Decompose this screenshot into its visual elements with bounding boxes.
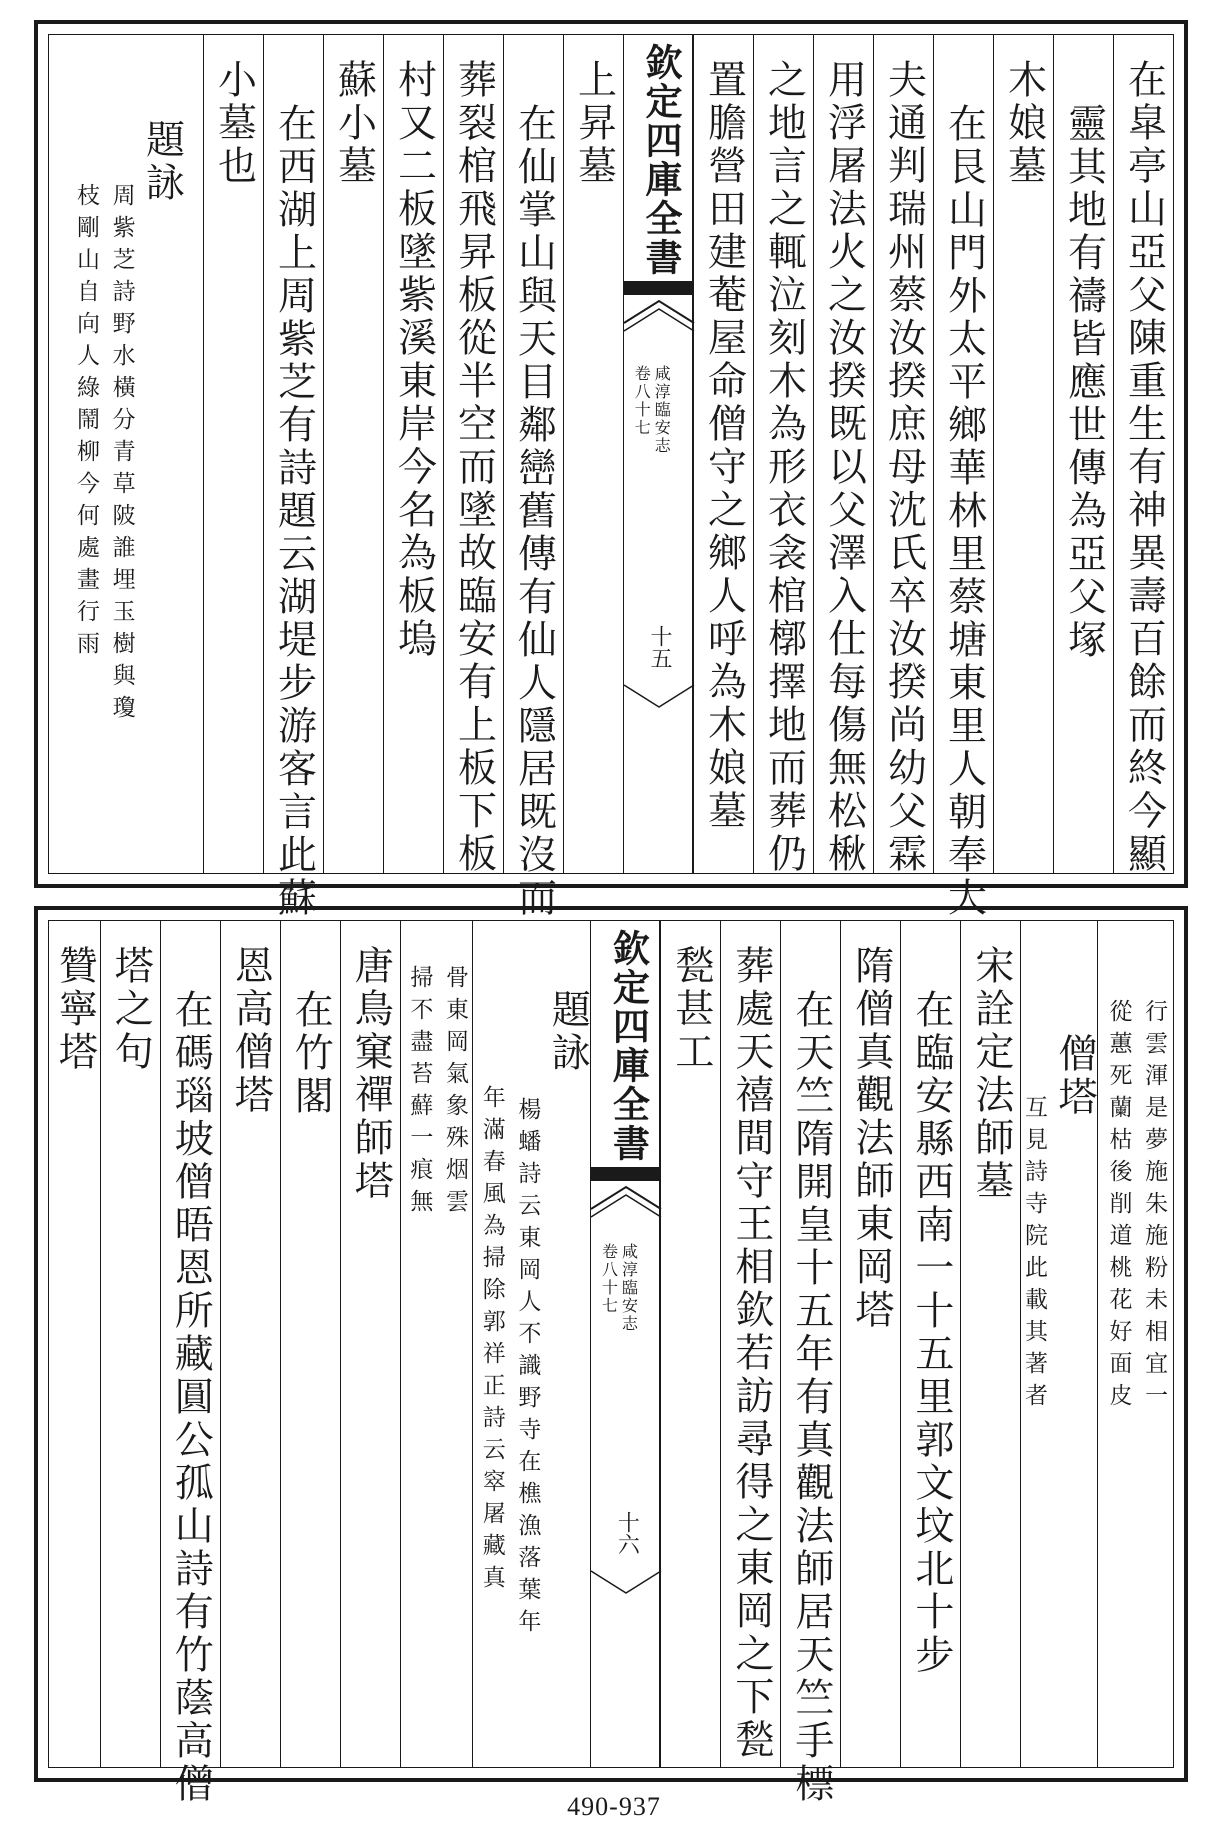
text-line: 在天竺隋開皇十五年有真觀法師居天竺手標 xyxy=(788,989,834,1806)
annotation-line: 行雲渾是夢施朱施粉未相宜一 xyxy=(1141,999,1168,1415)
bottom-page-columns xyxy=(48,920,1174,1806)
text-column xyxy=(443,35,503,876)
text-column xyxy=(840,921,900,1767)
annotation-line: 楊蟠詩云東岡人不識野寺在樵漁落葉年 xyxy=(514,1097,541,1641)
top-page xyxy=(34,20,1188,920)
volume-line-2: 卷八十七 xyxy=(632,365,652,437)
entry-heading: 恩高僧塔 xyxy=(228,945,274,1117)
entry-heading: 唐鳥窠禪師塔 xyxy=(348,945,394,1203)
text-column xyxy=(203,35,263,873)
annotation-block xyxy=(1100,945,1171,1767)
text-column xyxy=(383,35,443,873)
text-column xyxy=(263,35,323,920)
text-column xyxy=(563,35,623,873)
annotation-line: 枝剛山自向人綠鬧柳今何處畫行雨 xyxy=(72,183,99,663)
entry-heading: 贊寧塔 xyxy=(52,945,98,1074)
text-column xyxy=(1113,35,1173,876)
text-column xyxy=(220,921,280,1767)
section-heading: 題詠 xyxy=(139,119,185,205)
entry-heading: 隋僧真觀法師東岡塔 xyxy=(848,945,894,1332)
text-column xyxy=(503,35,563,920)
text-column xyxy=(993,35,1053,873)
text-column xyxy=(280,921,340,1767)
fish-tail-mark-icon xyxy=(591,1167,661,1227)
annotation-line: 掃不盡苔蘚一痕無 xyxy=(406,965,433,1221)
folio-number: 十五 xyxy=(647,625,672,669)
text-line: 在西湖上周紫芝有詩題云湖堤步游客言此蘇 xyxy=(271,103,317,920)
text-column xyxy=(472,921,590,1767)
top-page-columns xyxy=(48,34,1174,920)
text-column xyxy=(720,921,780,1767)
fish-tail-lower-icon xyxy=(591,1561,661,1621)
text-column xyxy=(100,921,160,1767)
entry-heading: 宋詮定法師墓 xyxy=(968,945,1014,1203)
annotation-block xyxy=(473,945,544,1767)
text-line: 小墓也 xyxy=(211,59,257,188)
text-line: 在仙掌山與天目鄰巒舊傳有仙人隱居既沒而 xyxy=(511,103,557,920)
text-column xyxy=(49,921,100,1767)
volume-line-1: 咸淳臨安志 xyxy=(652,365,672,455)
text-line: 在臨安縣西南一十五里郭文坟北十步 xyxy=(908,989,954,1677)
annotation-line: 從蕙死蘭枯後削道桃花好面皮 xyxy=(1105,999,1132,1415)
text-line: 葬裂棺飛昇板從半空而墜故臨安有上板下板 xyxy=(451,59,497,876)
fish-tail-mark-icon xyxy=(624,281,694,341)
page-code: 490-937 xyxy=(567,1792,661,1821)
text-line: 葬處天禧間守王相欽若訪尋得之東岡之下甃 xyxy=(728,945,774,1762)
book-title: 欽定四庫全書 xyxy=(639,43,683,277)
text-column xyxy=(933,35,993,920)
entry-heading: 蘇小墓 xyxy=(331,59,377,188)
text-column xyxy=(400,921,472,1767)
text-column xyxy=(660,921,720,1767)
text-line: 在皐亭山亞父陳重生有神異壽百餘而終今顯 xyxy=(1121,59,1167,876)
annotation-block xyxy=(401,945,472,1767)
annotation-block xyxy=(67,59,138,873)
text-column xyxy=(813,35,873,876)
section-heading: 題詠 xyxy=(545,989,591,1075)
annotation-line: 互見詩寺院此載其著者 xyxy=(1020,1095,1047,1415)
text-line: 置膽營田建菴屋命僧守之鄉人呼為木娘墓 xyxy=(701,59,747,833)
text-column xyxy=(49,35,203,873)
text-line: 在竹閣 xyxy=(288,989,334,1118)
volume-line-2: 卷八十七 xyxy=(599,1243,619,1315)
text-column xyxy=(1097,921,1173,1767)
text-line: 塔之句 xyxy=(108,945,154,1074)
volume-line-1: 咸淳臨安志 xyxy=(619,1243,639,1333)
text-line: 靈其地有禱皆應世傳為亞父塚 xyxy=(1061,103,1107,662)
annotation-line: 周紫芝詩野水橫分青草陂誰埋玉樹與瓊 xyxy=(108,183,135,727)
entry-heading: 木娘墓 xyxy=(1001,59,1047,188)
center-fold-column xyxy=(623,35,693,873)
fish-tail-lower-icon xyxy=(624,675,694,735)
text-line: 在碼瑙坡僧晤恩所藏圓公孤山詩有竹蔭高僧 xyxy=(168,989,214,1806)
text-column xyxy=(340,921,400,1767)
text-line: 在艮山門外太平鄉華林里蔡塘東里人朝奉大 xyxy=(941,103,987,920)
text-column xyxy=(693,35,753,873)
folio-number: 十六 xyxy=(614,1511,640,1555)
text-column xyxy=(900,921,960,1767)
annotation-line: 骨東岡氣象殊烟雲 xyxy=(442,965,469,1221)
text-line: 夫通判瑞州蔡汝揆庶母沈氏卒汝揆尚幼父霖 xyxy=(881,59,927,876)
text-column xyxy=(160,921,220,1806)
text-column xyxy=(960,921,1020,1767)
center-fold-column xyxy=(590,921,660,1767)
entry-heading: 上昇墓 xyxy=(571,59,617,188)
annotation-line: 年滿春風為掃除郭祥正詩云窣屠藏真 xyxy=(478,1085,505,1597)
text-column xyxy=(1020,921,1097,1767)
text-column xyxy=(753,35,813,876)
text-column xyxy=(873,35,933,876)
text-line: 甃甚工 xyxy=(668,945,714,1074)
text-column xyxy=(1053,35,1113,873)
text-line: 用浮屠法火之汝揆既以父澤入仕每傷無松楸 xyxy=(821,59,867,876)
text-line: 村又二板墜紫溪東岸今名為板塢 xyxy=(391,59,437,661)
book-title: 欽定四庫全書 xyxy=(606,929,651,1163)
text-line: 之地言之輒泣刻木為形衣衾棺槨擇地而葬仍 xyxy=(761,59,807,876)
text-column xyxy=(323,35,383,873)
bottom-page xyxy=(34,906,1188,1806)
text-column xyxy=(780,921,840,1806)
section-heading: 僧塔 xyxy=(1052,1033,1097,1119)
